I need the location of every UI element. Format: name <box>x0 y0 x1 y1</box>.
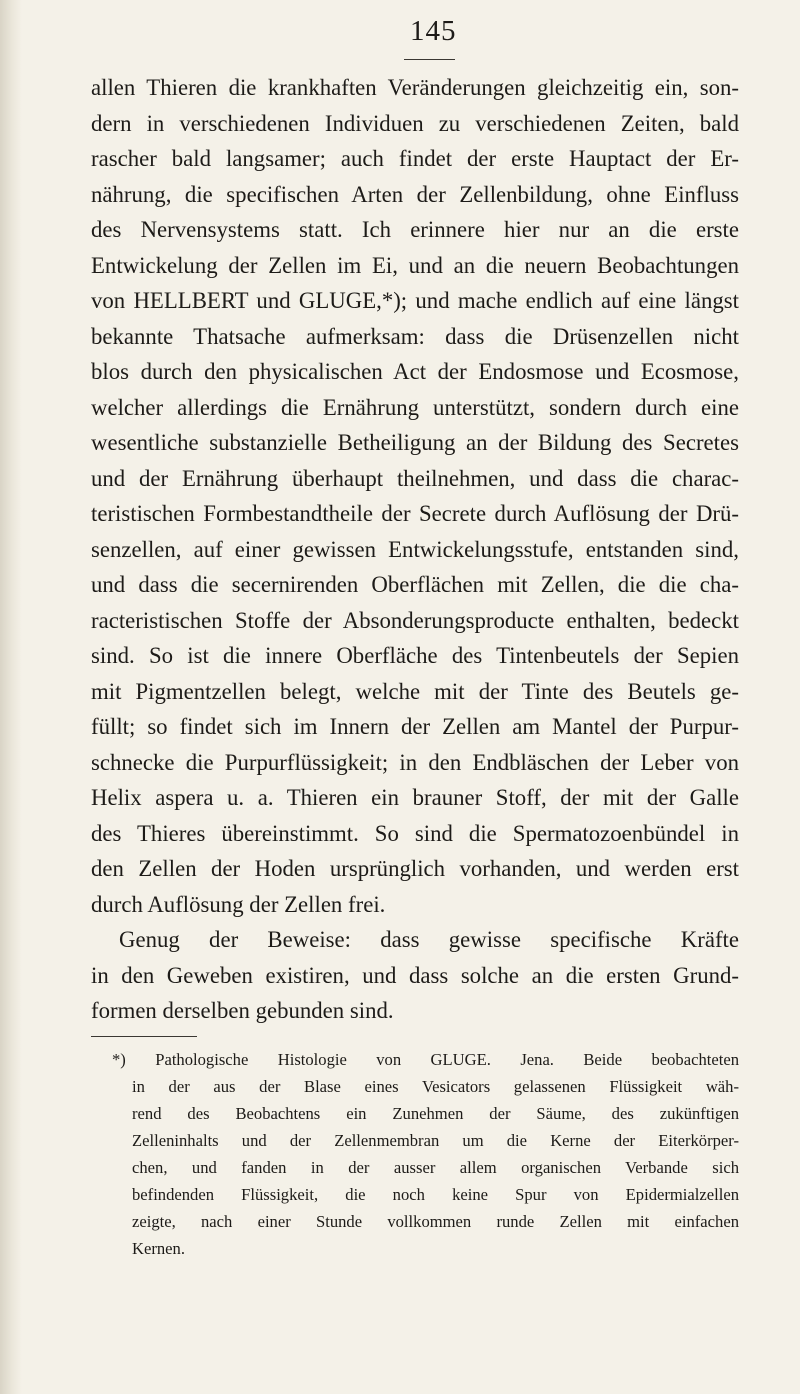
footnote-line: zeigte, nach einer Stunde vollkommen runde Zellen mit einfachen <box>132 1212 739 1231</box>
body-line: teristischen Formbestandtheile der Secrete durch Auflösung der Drü- <box>91 501 739 526</box>
footnote-line: Kernen. <box>132 1239 185 1258</box>
body-line: wesentliche substanzielle Betheiligung an der Bildung des Secretes <box>91 430 739 455</box>
body-line: in den Geweben existiren, und dass solche an die ersten Grund- <box>91 962 739 988</box>
page-number: 145 <box>410 15 457 47</box>
body-line: rascher bald langsamer; auch findet der erste Hauptact der Er- <box>91 146 739 171</box>
body-line: durch Auflösung der Zellen frei. <box>91 891 386 917</box>
body-line: des Nervensystems statt. Ich erinnere hier nur an die erste <box>91 217 739 242</box>
body-line: von HELLBERT und GLUGE,*); und mache endlich auf eine längst <box>91 288 739 313</box>
footnote-rule <box>91 1036 197 1037</box>
page-number-rule <box>404 59 455 60</box>
footnote-line: chen, und fanden in der ausser allem organischen Verbande sich <box>132 1158 739 1177</box>
body-line: nährung, die specifischen Arten der Zellenbildung, ohne Einfluss <box>91 181 739 207</box>
body-line: schnecke die Purpurflüssigkeit; in den Endbläschen der Leber von <box>91 749 739 775</box>
body-line: den Zellen der Hoden ursprünglich vorhanden, und werden erst <box>91 856 739 881</box>
body-line: Entwickelung der Zellen im Ei, und an die neuern Beobachtungen <box>91 252 739 278</box>
body-line: Helix aspera u. a. Thieren ein brauner Stoff, der mit der Galle <box>91 785 739 810</box>
body-line: racteristischen Stoffe der Absonderungsproducte enthalten, bedeckt <box>91 607 739 633</box>
body-line: füllt; so findet sich im Innern der Zellen am Mantel der Purpur- <box>91 714 739 739</box>
footnote-line: rend des Beobachtens ein Zunehmen der Säume, des zukünftigen <box>132 1104 739 1123</box>
footnote <box>112 1046 739 1262</box>
footnote-line: Zelleninhalts und der Zellenmembran um die Kerne der Eiterkörper- <box>132 1131 739 1150</box>
body-line: bekannte Thatsache aufmerksam: dass die Drüsenzellen nicht <box>91 323 739 349</box>
footnote-line: *) Pathologische Histologie von GLUGE. Jena. Beide beobachteten <box>112 1050 739 1069</box>
body-line: Genug der Beweise: dass gewisse specifische Kräfte <box>119 927 739 952</box>
body-line: dern in verschiedenen Individuen zu verschiedenen Zeiten, bald <box>91 110 739 136</box>
body-line: mit Pigmentzellen belegt, welche mit der Tinte des Beutels ge- <box>91 678 739 704</box>
body-line: senzellen, auf einer gewissen Entwickelungsstufe, entstanden sind, <box>91 536 739 562</box>
body-line: sind. So ist die innere Oberfläche des Tintenbeutels der Sepien <box>91 643 739 668</box>
body-text <box>91 70 739 1029</box>
body-line: des Thieres übereinstimmt. So sind die Spermatozoenbündel in <box>91 820 739 846</box>
body-line: formen derselben gebunden sind. <box>91 998 394 1023</box>
body-line: blos durch den physicalischen Act der Endosmose und Ecosmose, <box>91 359 739 384</box>
body-line: allen Thieren die krankhaften Veränderungen gleichzeitig ein, son- <box>91 75 739 100</box>
page-edge-shadow <box>0 0 22 1394</box>
body-line: welcher allerdings die Ernährung unterstützt, sondern durch eine <box>91 394 739 420</box>
footnote-line: in der aus der Blase eines Vesicators gelassenen Flüssigkeit wäh- <box>132 1077 739 1096</box>
body-line: und der Ernährung überhaupt theilnehmen, und dass die charac- <box>91 465 739 491</box>
footnote-line: befindenden Flüssigkeit, die noch keine Spur von Epidermialzellen <box>132 1185 739 1204</box>
body-line: und dass die secernirenden Oberflächen mit Zellen, die die cha- <box>91 572 739 597</box>
